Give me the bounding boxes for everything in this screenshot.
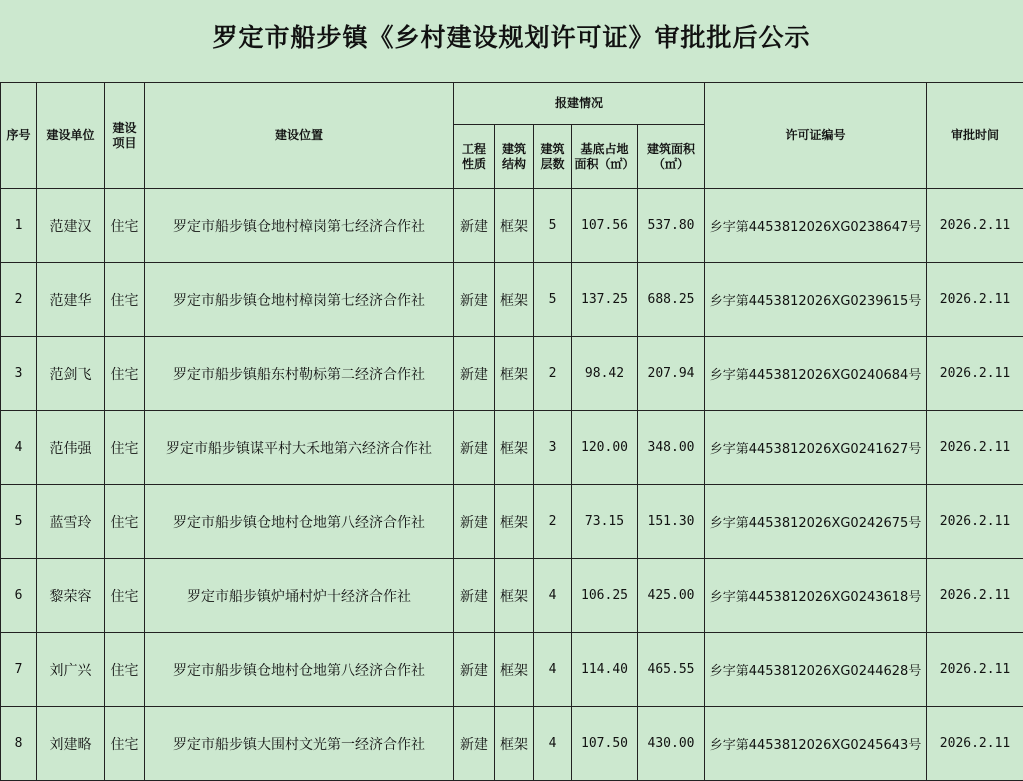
cell-floors: 2 [534, 337, 572, 411]
table-row [1, 411, 1023, 485]
table-row [1, 189, 1023, 263]
cell-location: 罗定市船步镇仓地村仓地第八经济合作社 [145, 485, 454, 559]
cell-unit: 范建汉 [37, 189, 105, 263]
cell-seq: 2 [1, 263, 37, 337]
cell-project: 住宅 [105, 189, 145, 263]
cell-floor-area: 348.00 [638, 411, 705, 485]
cell-permit-no: 乡字第4453812026XG0244628号 [705, 633, 927, 707]
cell-structure: 框架 [495, 559, 534, 633]
cell-unit: 范建华 [37, 263, 105, 337]
cell-seq: 7 [1, 633, 37, 707]
table-row [1, 633, 1023, 707]
approval-table [0, 82, 1023, 781]
cell-permit-no: 乡字第4453812026XG0239615号 [705, 263, 927, 337]
cell-permit-no: 乡字第4453812026XG0245643号 [705, 707, 927, 781]
cell-floor-area: 207.94 [638, 337, 705, 411]
cell-approval-date: 2026.2.11 [927, 189, 1023, 263]
cell-nature: 新建 [454, 411, 495, 485]
cell-structure: 框架 [495, 633, 534, 707]
cell-nature: 新建 [454, 263, 495, 337]
cell-permit-no: 乡字第4453812026XG0238647号 [705, 189, 927, 263]
cell-location: 罗定市船步镇仓地村樟岗第七经济合作社 [145, 263, 454, 337]
cell-floors: 5 [534, 189, 572, 263]
table-row [1, 707, 1023, 781]
table-row [1, 485, 1023, 559]
cell-structure: 框架 [495, 411, 534, 485]
cell-seq: 5 [1, 485, 37, 559]
header-unit: 建设单位 [37, 83, 105, 189]
cell-location: 罗定市船步镇大围村文光第一经济合作社 [145, 707, 454, 781]
cell-floor-area: 537.80 [638, 189, 705, 263]
cell-nature: 新建 [454, 337, 495, 411]
cell-floor-area: 430.00 [638, 707, 705, 781]
page-title: 罗定市船步镇《乡村建设规划许可证》审批批后公示 [0, 0, 1023, 80]
cell-project: 住宅 [105, 263, 145, 337]
cell-permit-no: 乡字第4453812026XG0243618号 [705, 559, 927, 633]
cell-nature: 新建 [454, 559, 495, 633]
header-approval-date: 审批时间 [927, 83, 1023, 189]
header-permit-no: 许可证编号 [705, 83, 927, 189]
cell-unit: 范伟强 [37, 411, 105, 485]
cell-seq: 4 [1, 411, 37, 485]
cell-floors: 4 [534, 559, 572, 633]
cell-unit: 黎荣容 [37, 559, 105, 633]
cell-floor-area: 465.55 [638, 633, 705, 707]
cell-project: 住宅 [105, 337, 145, 411]
header-base-area-text: 基底占地 面积（㎡） [574, 142, 634, 171]
cell-permit-no: 乡字第4453812026XG0241627号 [705, 411, 927, 485]
header-project [105, 83, 145, 189]
header-floor-area-text: 建筑面积 （㎡） [647, 142, 695, 171]
cell-approval-date: 2026.2.11 [927, 263, 1023, 337]
cell-location: 罗定市船步镇炉埇村炉十经济合作社 [145, 559, 454, 633]
cell-floors: 4 [534, 633, 572, 707]
cell-project: 住宅 [105, 559, 145, 633]
cell-seq: 8 [1, 707, 37, 781]
header-report-group: 报建情况 [454, 83, 705, 125]
cell-unit: 刘建略 [37, 707, 105, 781]
cell-floors: 4 [534, 707, 572, 781]
cell-location: 罗定市船步镇谋平村大禾地第六经济合作社 [145, 411, 454, 485]
cell-floor-area: 688.25 [638, 263, 705, 337]
header-nature [454, 125, 495, 189]
header-structure-text: 建筑 结构 [502, 142, 526, 171]
cell-seq: 6 [1, 559, 37, 633]
cell-unit: 蓝雪玲 [37, 485, 105, 559]
cell-base-area: 73.15 [572, 485, 638, 559]
cell-nature: 新建 [454, 633, 495, 707]
cell-structure: 框架 [495, 485, 534, 559]
cell-project: 住宅 [105, 485, 145, 559]
header-floors [534, 125, 572, 189]
table-row [1, 263, 1023, 337]
cell-location: 罗定市船步镇仓地村仓地第八经济合作社 [145, 633, 454, 707]
header-structure [495, 125, 534, 189]
cell-approval-date: 2026.2.11 [927, 485, 1023, 559]
cell-base-area: 114.40 [572, 633, 638, 707]
cell-approval-date: 2026.2.11 [927, 337, 1023, 411]
cell-floor-area: 151.30 [638, 485, 705, 559]
cell-unit: 刘广兴 [37, 633, 105, 707]
cell-project: 住宅 [105, 707, 145, 781]
cell-approval-date: 2026.2.11 [927, 707, 1023, 781]
table-row [1, 337, 1023, 411]
header-seq: 序号 [1, 83, 37, 189]
cell-base-area: 120.00 [572, 411, 638, 485]
cell-permit-no: 乡字第4453812026XG0242675号 [705, 485, 927, 559]
cell-base-area: 107.50 [572, 707, 638, 781]
cell-structure: 框架 [495, 707, 534, 781]
cell-base-area: 98.42 [572, 337, 638, 411]
cell-floor-area: 425.00 [638, 559, 705, 633]
cell-approval-date: 2026.2.11 [927, 559, 1023, 633]
cell-nature: 新建 [454, 189, 495, 263]
cell-floors: 2 [534, 485, 572, 559]
cell-nature: 新建 [454, 707, 495, 781]
cell-seq: 3 [1, 337, 37, 411]
header-project-text: 建设 项目 [112, 121, 136, 150]
cell-approval-date: 2026.2.11 [927, 411, 1023, 485]
table-row [1, 559, 1023, 633]
cell-location: 罗定市船步镇仓地村樟岗第七经济合作社 [145, 189, 454, 263]
cell-seq: 1 [1, 189, 37, 263]
cell-floors: 5 [534, 263, 572, 337]
header-row-1 [1, 83, 1023, 125]
header-location: 建设位置 [145, 83, 454, 189]
cell-permit-no: 乡字第4453812026XG0240684号 [705, 337, 927, 411]
cell-approval-date: 2026.2.11 [927, 633, 1023, 707]
cell-nature: 新建 [454, 485, 495, 559]
cell-base-area: 106.25 [572, 559, 638, 633]
cell-floors: 3 [534, 411, 572, 485]
cell-project: 住宅 [105, 633, 145, 707]
cell-structure: 框架 [495, 337, 534, 411]
cell-base-area: 107.56 [572, 189, 638, 263]
cell-project: 住宅 [105, 411, 145, 485]
header-floor-area [638, 125, 705, 189]
cell-structure: 框架 [495, 189, 534, 263]
cell-unit: 范剑飞 [37, 337, 105, 411]
header-base-area [572, 125, 638, 189]
header-nature-text: 工程 性质 [462, 142, 486, 171]
cell-base-area: 137.25 [572, 263, 638, 337]
cell-structure: 框架 [495, 263, 534, 337]
header-floors-text: 建筑 层数 [540, 142, 564, 171]
cell-location: 罗定市船步镇船东村勒标第二经济合作社 [145, 337, 454, 411]
